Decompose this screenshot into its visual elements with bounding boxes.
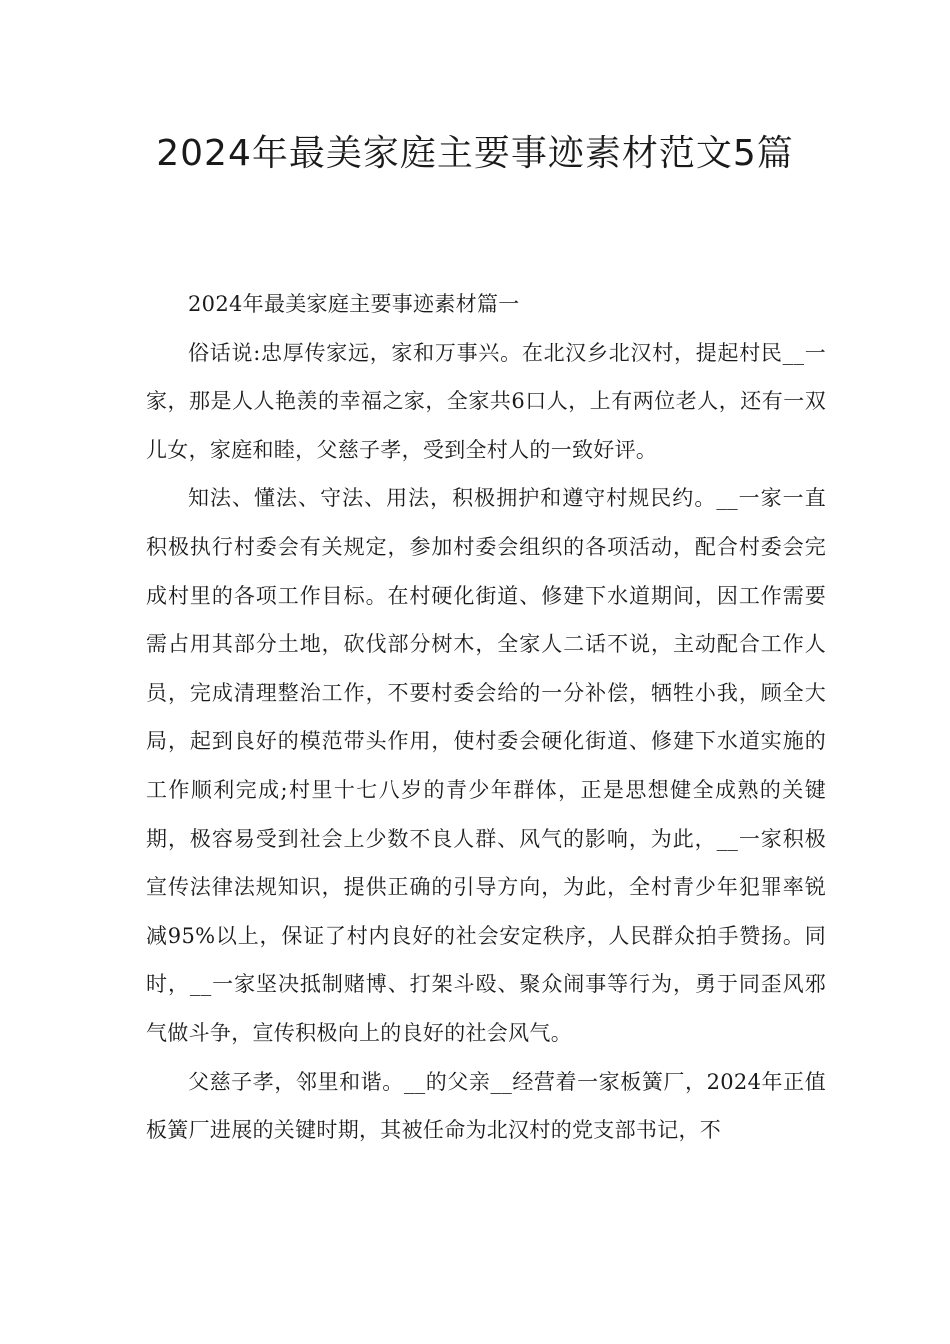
paragraph: 知法、懂法、守法、用法，积极拥护和遵守村规民约。__一家一直积极执行村委会有关规定，参加村委会组织的各项活动，配合村委会完成村里的各项工作目标。在村硬化街道、修建下水道期间，因工作需要需占用其部分土地，砍伐部分树木，全家人二话不说，主动配合工作人员，完成清理整治工作，不要村委会给的一分补偿，牺牲小我，顾全大局，起到良好的模范带头作用，使村委会硬化街道、修建下水道实施的工作顺利完成;村里十七八岁的青少年群体，正是思想健全成熟的关键期，极容易受到社会上少数不良人群、风气的影响，为此，__一家积极宣传法律法规知识，提供正确的引导方向，为此，全村青少年犯罪率锐减95%以上，保证了村内良好的社会安定秩序，人民群众拍手赞扬。同时，__一家坚决抵制赌博、打架斗殴、聚众闹事等行为，勇于同歪风邪气做斗争，宣传积极向上的良好的社会风气。 (146, 486, 826, 1045)
section-heading: 2024年最美家庭主要事迹素材篇一 (188, 292, 520, 316)
paragraph: 俗话说:忠厚传家远，家和万事兴。在北汉乡北汉村，提起村民__一家，那是人人艳羡的幸福之家，全家共6口人，上有两位老人，还有一双儿女，家庭和睦，父慈子孝，受到全村人的一致好评。 (146, 340, 826, 462)
document-body (146, 280, 826, 1155)
paragraph: 父慈子孝，邻里和谐。__的父亲__经营着一家板簧厂，2024年正值板簧厂进展的关键时期，其被任命为北汉村的党支部书记，不 (146, 1069, 826, 1143)
document-title: 2024年最美家庭主要事迹素材范文5篇 (156, 133, 794, 174)
